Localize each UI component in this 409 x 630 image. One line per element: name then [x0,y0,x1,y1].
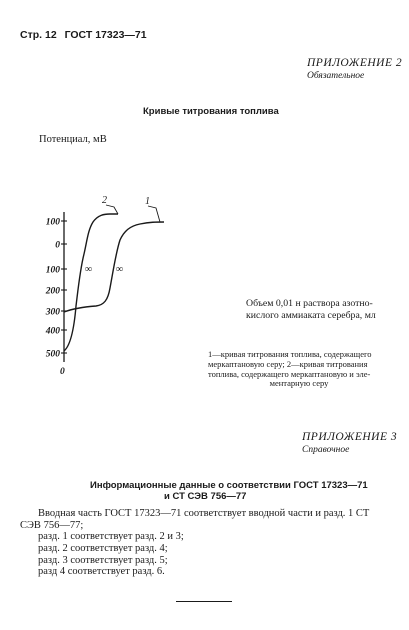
y-tick-label: 100 [45,265,60,276]
series-1-curve [64,222,164,312]
y-tick-label: 200 [45,286,60,297]
y-tick-label: 100 [45,217,60,228]
legend-line-2: меркаптановую серу; 2—кривая титрования [208,358,368,369]
series-2-leader [106,205,118,214]
info-item: разд. 3 соответствует разд. 5; [38,555,168,566]
chart-legend [208,350,390,389]
standard-number: ГОСТ 17323—71 [64,29,147,41]
chart-labels [45,195,150,377]
series-1-break-mark: ∞ [116,264,124,275]
y-axis-label: Потенциал, мВ [39,134,107,145]
x-axis-label-line-2: кислого аммиаката серебра, мл [246,310,376,321]
info-title-line-2: и СТ СЭВ 756—77 [164,491,247,502]
series-2-curve [64,214,118,351]
chart-curves [64,205,164,351]
legend-line-1: 1—кривая титрования топлива, содержащего [208,349,372,359]
info-item: разд 4 соответствует разд. 6. [38,566,165,577]
y-tick-label: 500 [45,349,60,360]
appendix-2-title: ПРИЛОЖЕНИЕ 2 [307,57,403,69]
series-2-label: 2 [102,195,107,206]
info-item: разд. 1 соответствует разд. 2 и 3; [38,531,184,542]
appendix-3-title: ПРИЛОЖЕНИЕ 3 [302,431,398,443]
x-tick-label: 0 [60,367,65,377]
info-item: разд. 2 соответствует разд. 4; [38,543,168,554]
y-tick-label: 0 [55,240,60,251]
legend-line-4: ментарную серу [269,378,329,389]
section-title: Кривые титрования топлива [143,106,279,117]
info-paragraph-line-1: Вводная часть ГОСТ 17323—71 соответствует вводной части и разд. 1 СТ [38,508,370,519]
y-tick-label: 300 [45,307,60,318]
series-2-break-mark: ∞ [85,264,93,275]
page-number: Стр. 12 [20,29,57,41]
y-tick-label: 400 [45,326,60,337]
info-title-line-1: Информационные данные о соответствии ГОСТ 17323—71 [90,480,368,491]
series-1-leader [148,206,160,222]
appendix-3-subtitle: Справочное [302,445,350,455]
info-paragraph-line-2: СЭВ 756—77; [20,520,84,531]
x-axis-label-line-1: Объем 0,01 н раствора азотно- [246,298,373,309]
closing-divider [176,601,232,602]
x-axis-label [246,298,376,322]
series-1-label: 1 [145,196,150,207]
chart-axes [61,212,67,362]
appendix-2-subtitle: Обязательное [307,71,365,81]
legend-line-3: топлива, содержащего меркаптановую и эле- [208,368,371,379]
